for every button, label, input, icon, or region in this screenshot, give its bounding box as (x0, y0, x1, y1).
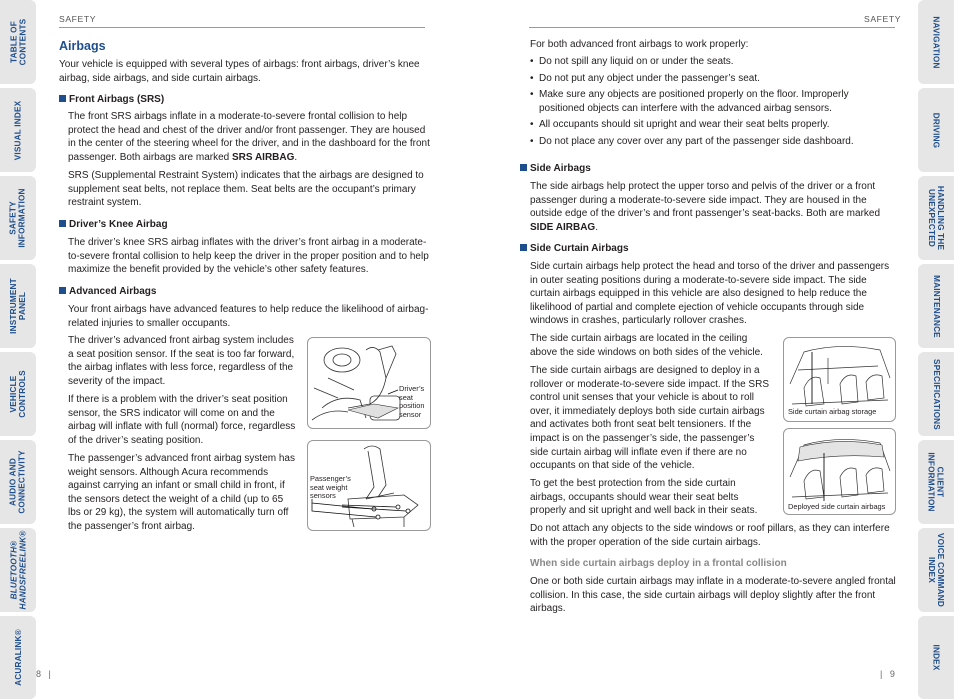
tab-label: SPECIFICATIONS (931, 358, 941, 430)
tab-label: BLUETOOTH® HANDSFREELINK® (9, 530, 28, 610)
front-airbags-paragraph (68, 110, 432, 164)
side-airbags-text: The side airbags help protect the upper torso and pelvis of the driver or a front passenger during a moderate-to-severe side impact. They are housed in the outside edge of the driver’s and front passenger’s seat-backs. Both are marked (530, 181, 881, 220)
left-page-number-value: 8 (36, 669, 42, 679)
left-running-header: SAFETY (59, 14, 97, 24)
curtain-deployed-figure (783, 428, 896, 515)
list-item: • All occupants should sit upright and wear their seat belts properly. (530, 118, 860, 132)
list-item: • Make sure any objects are positioned properly on the floor. Improperly positioned objects can interfere with the advanced airbag sensors. (530, 88, 860, 115)
curtain-storage-figure (783, 337, 896, 422)
tab-index[interactable] (918, 616, 954, 699)
right-page-number-value: 9 (889, 669, 895, 679)
tab-label: MAINTENANCE (931, 274, 941, 338)
srs-indicator-paragraph: If there is a problem with the driver’s seat position sensor, the SRS indicator will come on and the airbag will inflate with full (normal) force, regardless of the driver’s seating position. (68, 394, 296, 446)
right-running-header: SAFETY (864, 14, 902, 24)
srs-airbag-marking: SRS AIRBAG (231, 151, 295, 163)
tab-label: NAVIGATION (931, 15, 941, 69)
tab-table-of-contents[interactable] (0, 0, 36, 84)
front-airbags-text-end: . (294, 151, 298, 163)
tab-visual-index[interactable] (0, 88, 36, 172)
side-airbags-text-end: . (595, 221, 598, 233)
advanced-airbags-paragraph: Your front airbags have advanced features to help reduce the likelihood of airbag-related injuries to smaller occupants. (68, 304, 429, 329)
tab-vehicle-controls[interactable] (0, 352, 36, 436)
tab-label: AUDIO AND CONNECTIVITY (9, 450, 28, 514)
tab-driving[interactable] (918, 88, 954, 172)
front-airbags-text: The front SRS airbags inflate in a moderate-to-severe frontal collision to help protect the head and chest of the driver and/or front passenger. They are housed in the center of the steering wheel for the driver, and in the dashboard for the front passenger. Both airbags are marked (68, 111, 430, 163)
advanced-airbag-tips-intro: For both advanced front airbags to work properly: (530, 39, 749, 50)
tab-label: CLIENT INFORMATION (927, 452, 946, 512)
passenger-weight-sensor-paragraph: The passenger’s advanced front airbag system has weight sensors. Although Acura recommends against carrying an infant or small child in front, if the sensors detect the weight of a child (up to 65 lbs or 29 kg), the system will automatically turn off the passenger’s front airbag. (68, 453, 295, 532)
airbags-intro: Your vehicle is equipped with several types of airbags: front airbags, driver’s knee airbag, side airbags, and side curtain airbags. (59, 59, 420, 84)
left-page-number: 8 | (36, 669, 51, 679)
curtain-storage-caption: Side curtain airbag storage (788, 407, 877, 416)
knee-airbag-heading: Driver’s Knee Airbag (59, 219, 168, 230)
driver-seat-sensor-paragraph: The driver’s advanced front airbag system includes a seat position sensor. If the seat is too far forward, the airbag inflates with less force, regardless of the severity of the impact. (68, 335, 295, 387)
tab-label: ACURALINK® (13, 629, 23, 686)
side-airbag-marking: SIDE AIRBAG (530, 221, 596, 233)
tab-safety-information[interactable] (0, 176, 36, 260)
right-header-rule (529, 27, 895, 28)
frontal-collision-paragraph: One or both side curtain airbags may inflate in a moderate-to-severe angled frontal collision. In this case, the side curtain airbags will deploy slightly after the front airbags. (530, 576, 896, 615)
curtain-deploy-paragraph: The side curtain airbags are designed to deploy in a rollover or moderate-to-severe side impact. If the SRS control unit senses that your vehicle is about to roll over, it immediately deploys both side curtain airbags and activates both front seat belt tensioners. If the impact is on the passenger’s side, the passenger’s side curtain airbag will inflate even if there are no occupants on that side of the vehicle. (530, 365, 769, 472)
curtain-warning-paragraph: Do not attach any objects to the side windows or roof pillars, as they can interfere with the proper operation of the side curtain airbags. (530, 523, 890, 548)
knee-airbag-paragraph: The driver’s knee SRS airbag inflates with the driver’s front airbag in a moderate-to-severe frontal collision to help keep the driver in the proper position and to help maximize the benefit provided by the vehicle’s other safety features. (68, 237, 429, 276)
driver-seat-sensor-caption: Driver’s seat position sensor (399, 384, 425, 419)
tab-label: INDEX (931, 644, 941, 671)
front-airbags-heading: Front Airbags (SRS) (59, 94, 164, 105)
list-item: • Do not spill any liquid on or under the seats. (530, 55, 860, 69)
tab-specifications[interactable] (918, 352, 954, 436)
tab-label: TABLE OF CONTENTS (9, 18, 28, 66)
tab-audio-and-connectivity[interactable] (0, 440, 36, 524)
side-airbags-paragraph (530, 180, 892, 234)
right-page-number: | 9 (880, 669, 895, 679)
tab-instrument-panel[interactable] (0, 264, 36, 348)
tab-label: INSTRUMENT PANEL (9, 278, 28, 334)
curtain-deployed-caption: Deployed side curtain airbags (788, 502, 886, 511)
srs-explanation-paragraph: SRS (Supplemental Restraint System) indicates that the airbags are designed to supplement seat belts, not replace them. Seat belts are the occupant’s primary restraint system. (68, 170, 424, 209)
tab-client-information[interactable] (918, 440, 954, 524)
page-title: Airbags (59, 39, 106, 53)
tab-bluetooth-handsfreelink[interactable] (0, 528, 36, 612)
tab-label: DRIVING (931, 112, 941, 148)
advanced-airbag-tips-list (530, 55, 860, 152)
tab-label: SAFETY INFORMATION (9, 188, 28, 248)
side-curtain-airbags-paragraph: Side curtain airbags help protect the head and torso of the driver and passengers in outer seating positions during a moderate-to-severe side impact. The side curtain airbags equipped in this vehicle are also designed to help reduce the likelihood of partial and complete ejection of vehicle occupants through side windows in crashes, particularly rollover crashes. (530, 261, 890, 327)
tab-maintenance[interactable] (918, 264, 954, 348)
tab-acuralink[interactable] (0, 616, 36, 699)
left-header-rule (59, 27, 425, 28)
tab-label: VOICE COMMAND INDEX (927, 532, 946, 608)
advanced-airbags-heading: Advanced Airbags (59, 286, 156, 297)
tab-voice-command-index[interactable] (918, 528, 954, 612)
frontal-collision-subheading: When side curtain airbags deploy in a frontal collision (530, 558, 787, 569)
passenger-weight-sensor-figure (307, 440, 431, 531)
tab-label: VEHICLE CONTROLS (9, 370, 28, 418)
passenger-weight-sensor-caption: Passenger’s seat weight sensors (310, 474, 351, 501)
list-item: • Do not put any object under the passenger’s seat. (530, 72, 860, 86)
side-curtain-airbags-heading: Side Curtain Airbags (520, 243, 629, 254)
tab-label: HANDLING THE UNEXPECTED (927, 185, 946, 251)
list-item: • Do not place any cover over any part of the passenger side dashboard. (530, 135, 860, 149)
side-airbags-heading: Side Airbags (520, 163, 591, 174)
tab-navigation[interactable] (918, 0, 954, 84)
tab-label: VISUAL INDEX (13, 100, 23, 160)
tab-handling-the-unexpected[interactable] (918, 176, 954, 260)
curtain-location-paragraph: The side curtain airbags are located in the ceiling above the side windows on both sides of the vehicle. (530, 333, 763, 358)
driver-seat-sensor-figure (307, 337, 431, 429)
curtain-protection-paragraph: To get the best protection from the side curtain airbags, occupants should wear their seat belts properly and sit upright and well back in their seats. (530, 478, 758, 517)
